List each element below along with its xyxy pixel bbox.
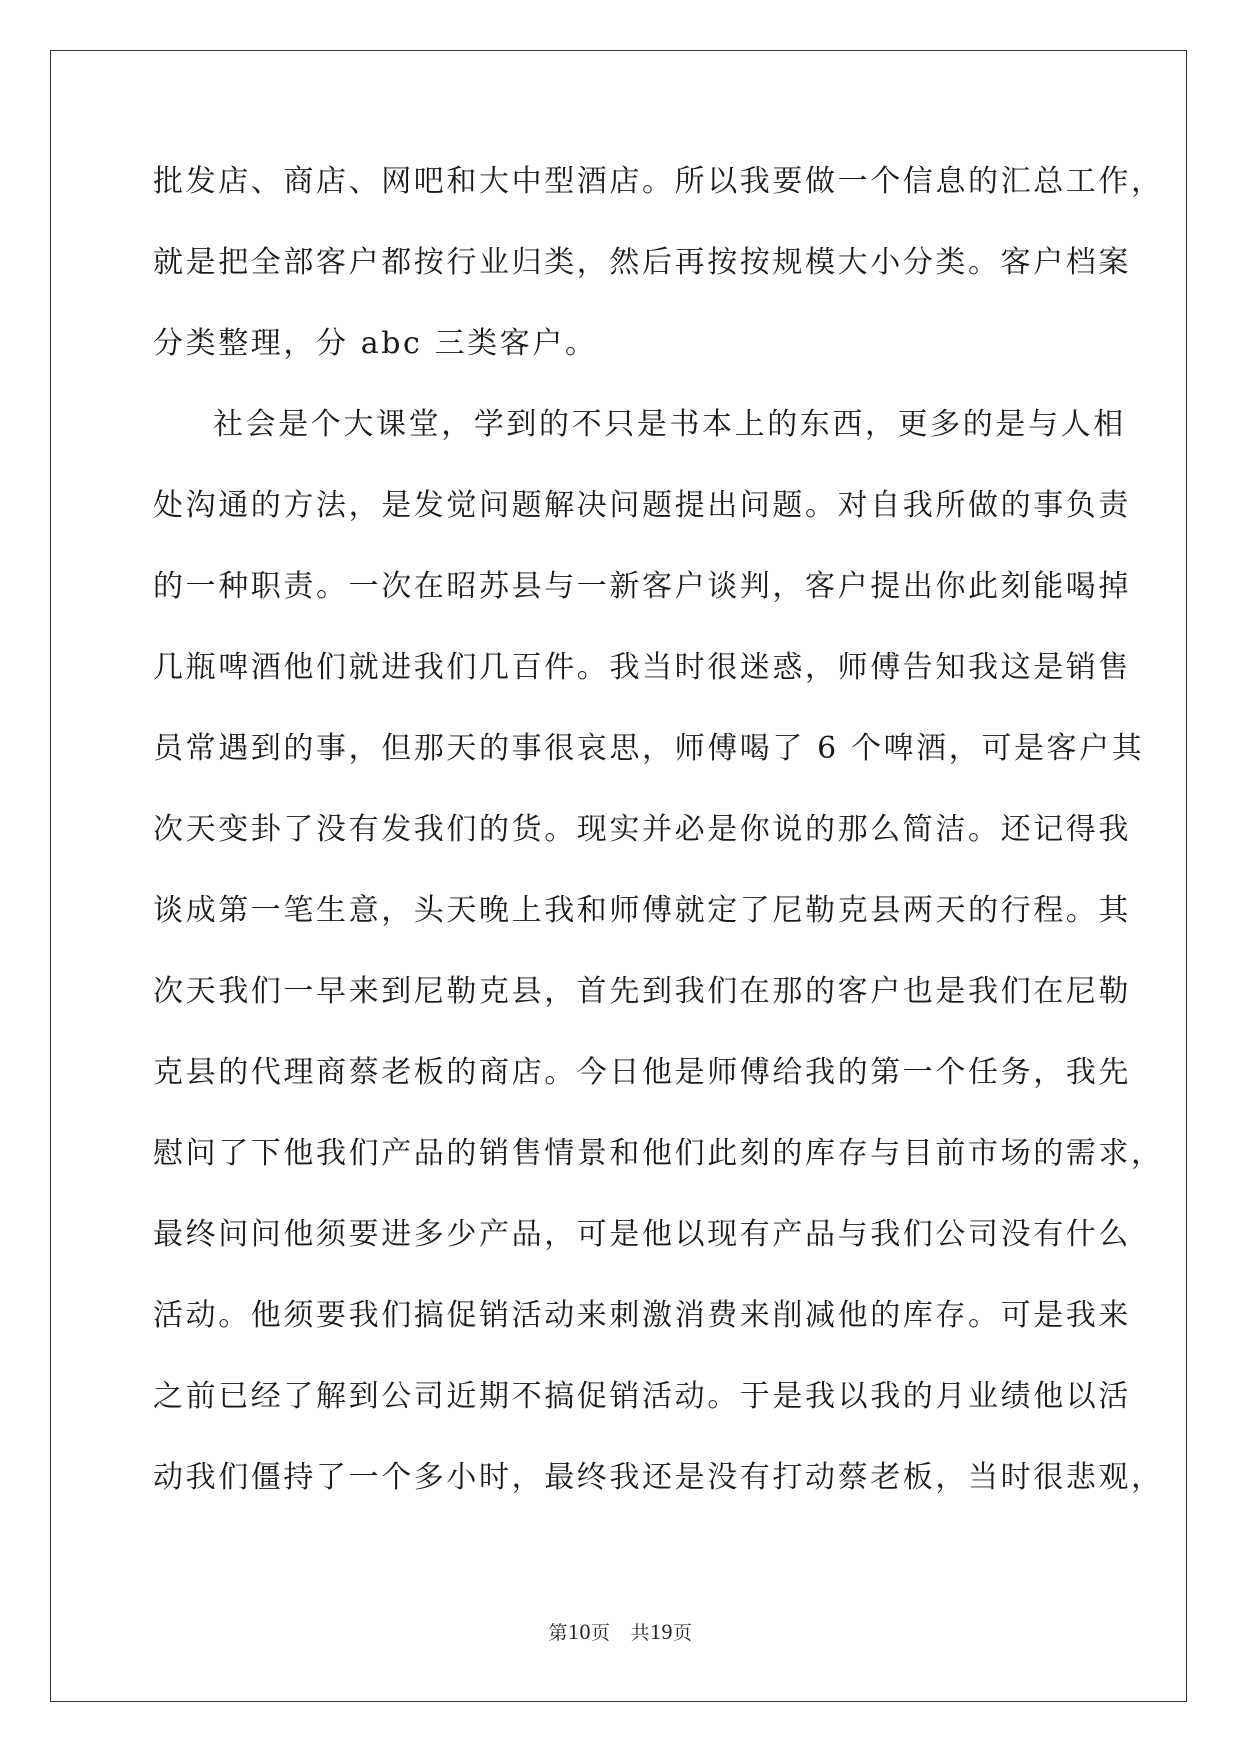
text-line: 处沟通的方法，是发觉问题解决问题提出问题。对自我所做的事负责 (153, 488, 1131, 523)
text-line: 最终问问他须要进多少产品，可是他以现有产品与我们公司没有什么 (153, 1217, 1131, 1252)
footer-prefix: 第 (548, 1622, 568, 1644)
text-line: 慰问了下他我们产品的销售情景和他们此刻的库存与目前市场的需求， (153, 1136, 1164, 1171)
document-body (153, 162, 1164, 1539)
page-footer (0, 1618, 1241, 1645)
footer-page-suffix: 页 (590, 1622, 611, 1644)
text-line: 的一种职责。一次在昭苏县与一新客户谈判，客户提出你此刻能喝掉 (153, 569, 1131, 604)
text-line: 几瓶啤酒他们就进我们几百件。我当时很迷惑，师傅告知我这是销售 (153, 650, 1131, 685)
paragraph-first-line: 社会是个大课堂，学到的不只是书本上的东西，更多的是与人相 (213, 407, 1126, 442)
text-line: 次天变卦了没有发我们的货。现实并必是你说的那么简洁。还记得我 (153, 812, 1131, 847)
footer-total-suffix: 页 (673, 1622, 693, 1644)
text-line: 员常遇到的事，但那天的事很哀思，师傅喝了 6 个啤酒，可是客户其 (153, 731, 1145, 766)
text-line: 谈成第一笔生意，头天晚上我和师傅就定了尼勒克县两天的行程。其 (153, 893, 1131, 928)
text-line: 活动。他须要我们搞促销活动来刺激消费来削减他的库存。可是我来 (153, 1298, 1131, 1333)
text-line: 分类整理，分 abc 三类客户。 (153, 326, 598, 361)
text-line: 次天我们一早来到尼勒克县，首先到我们在那的客户也是我们在尼勒 (153, 974, 1131, 1009)
current-page-number: 10 (567, 1619, 591, 1644)
text-line: 之前已经了解到公司近期不搞促销活动。于是我以我的月业绩他以活 (153, 1379, 1131, 1414)
text-line: 克县的代理商蔡老板的商店。今日他是师傅给我的第一个任务，我先 (153, 1055, 1131, 1090)
footer-total-prefix: 共 (630, 1622, 651, 1644)
text-line: 动我们僵持了一个多小时，最终我还是没有打动蔡老板，当时很悲观， (153, 1460, 1164, 1495)
text-line: 批发店、商店、网吧和大中型酒店。所以我要做一个信息的汇总工作， (153, 164, 1164, 199)
total-page-count: 19 (650, 1619, 674, 1644)
text-line: 就是把全部客户都按行业归类，然后再按按规模大小分类。客户档案 (153, 245, 1131, 280)
